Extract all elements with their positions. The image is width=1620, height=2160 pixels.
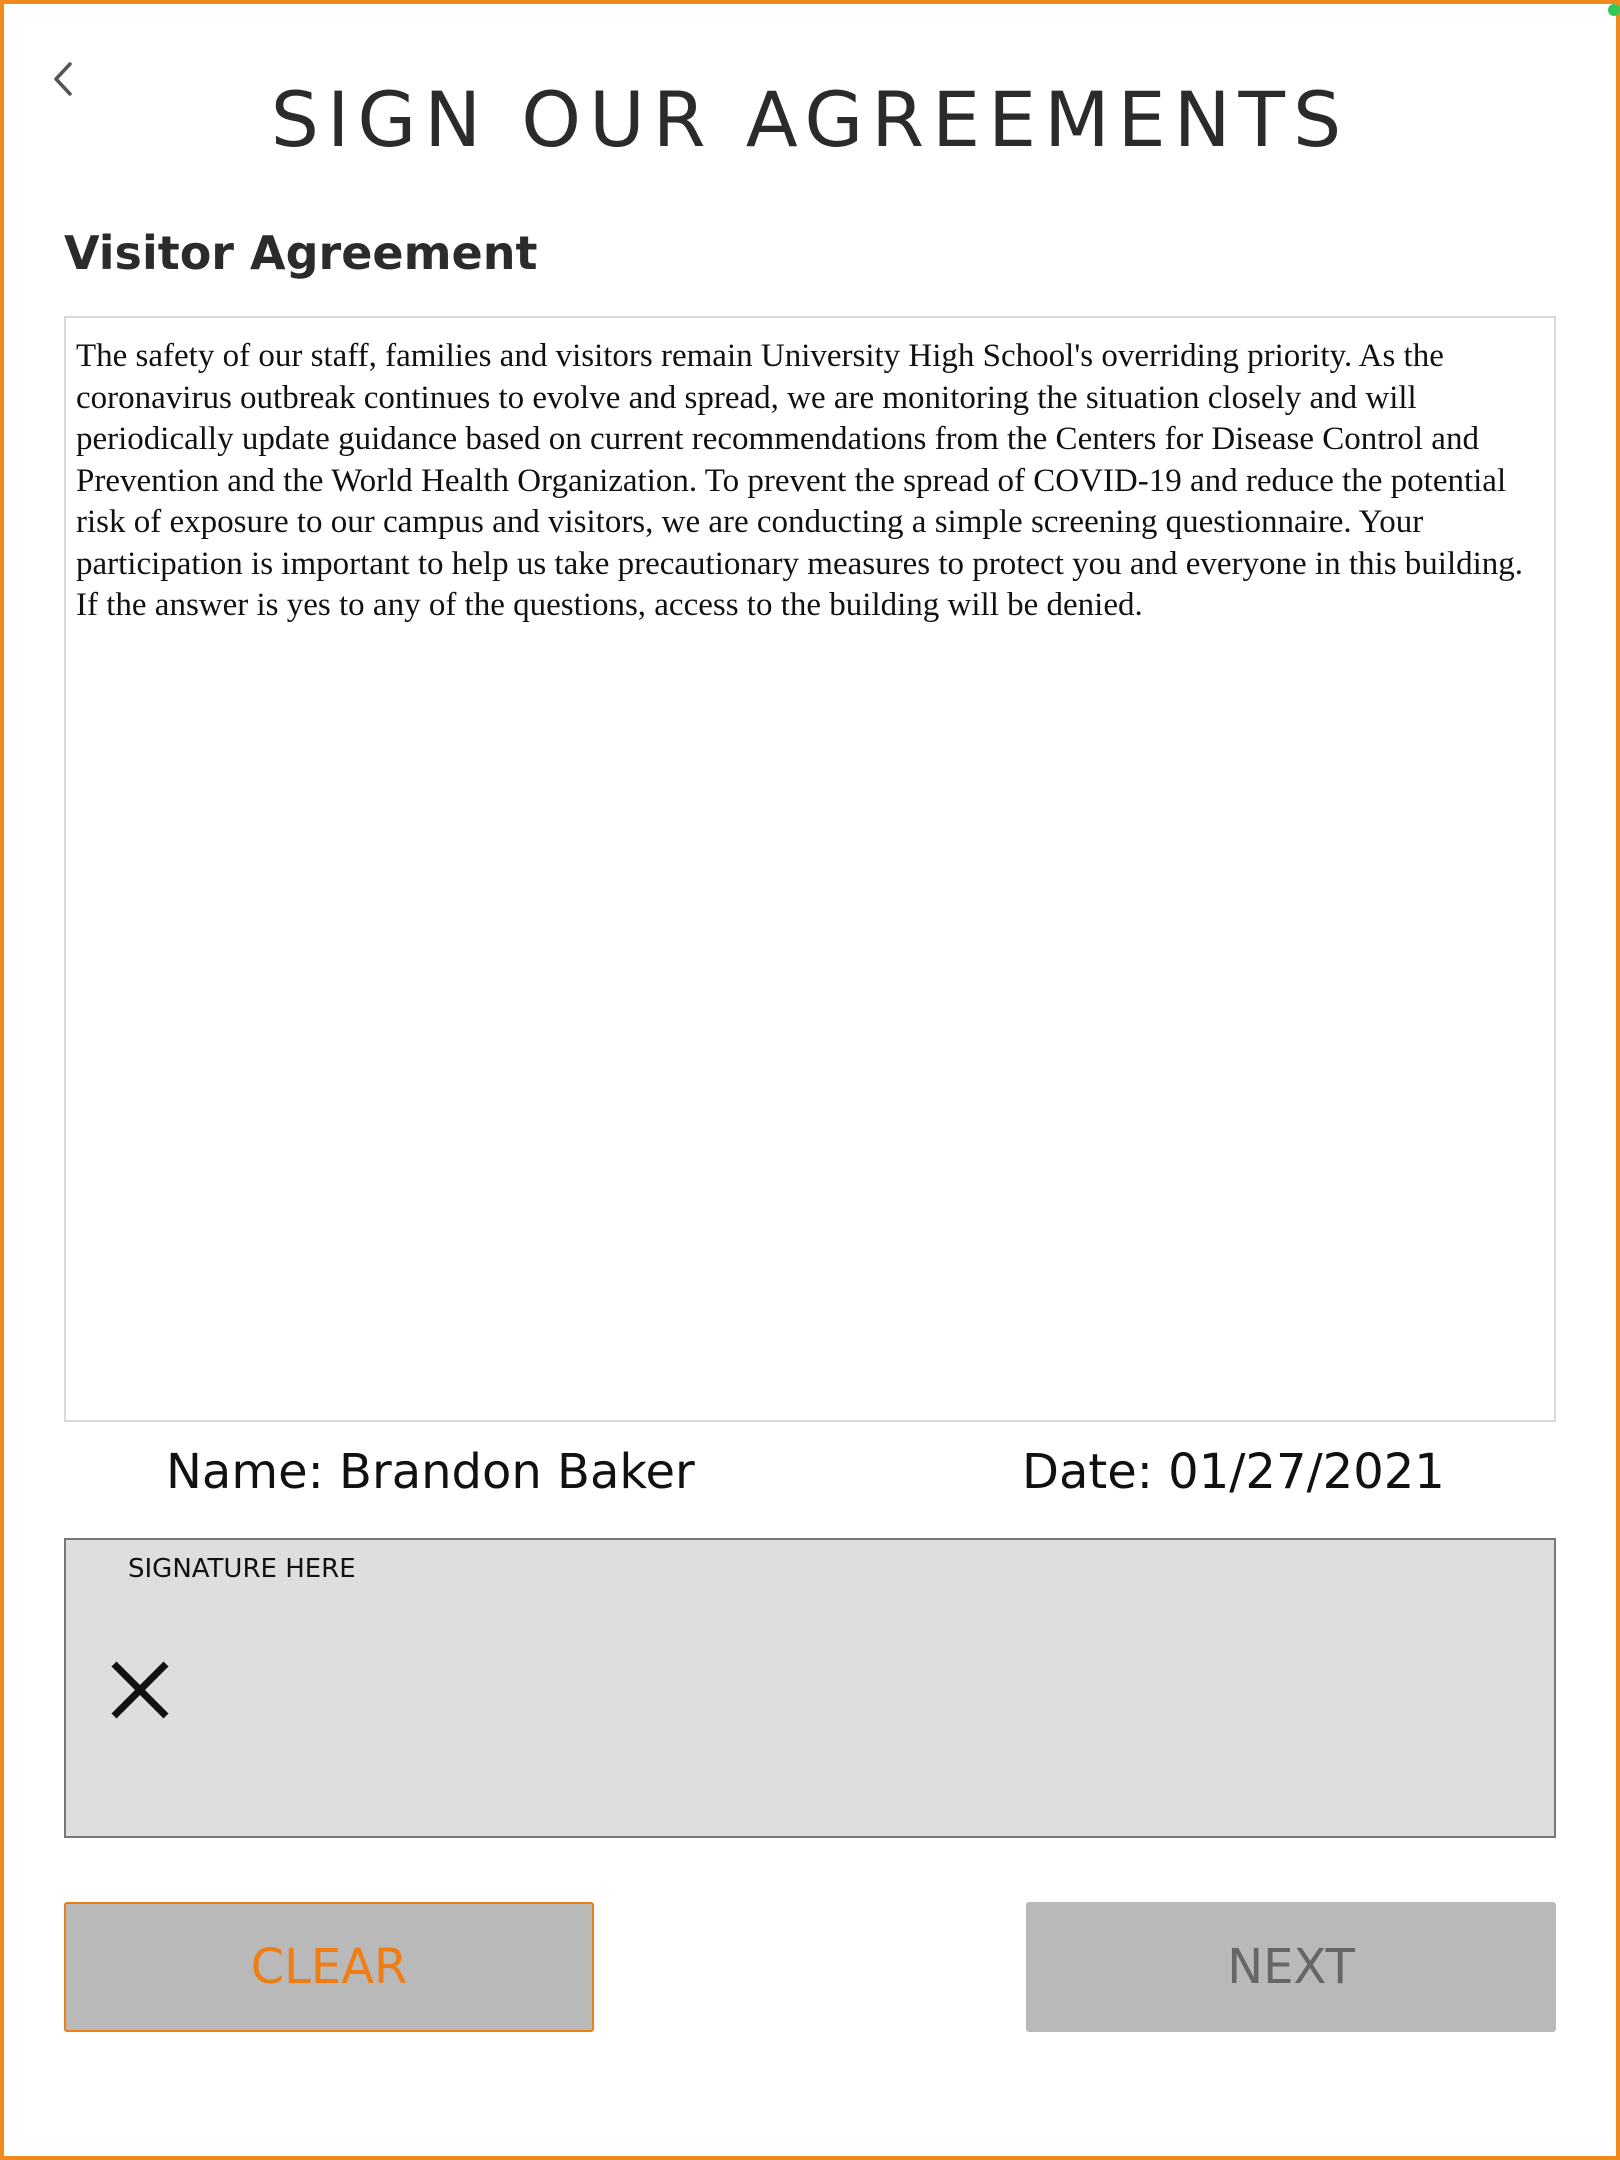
agreement-title: Visitor Agreement (64, 226, 538, 280)
signature-label: SIGNATURE HERE (128, 1554, 356, 1584)
clear-button[interactable]: CLEAR (64, 1902, 594, 2032)
visit-date: Date: 01/27/2021 (1022, 1444, 1445, 1500)
status-indicator-dot (1608, 4, 1620, 16)
x-mark-icon (108, 1658, 172, 1722)
page-title: SIGN OUR AGREEMENTS (270, 75, 1350, 164)
visitor-name: Name: Brandon Baker (166, 1444, 695, 1500)
agreement-text-box[interactable] (64, 316, 1556, 1422)
agreement-text: The safety of our staff, families and visitors remain University High School's overriding priority. As the coronavirus outbreak continues to evolve and spread, we are monitoring the situation closely and will periodically update guidance based on current recommendations from the Centers for Disease Control and Prevention and the World Health Organization. To prevent the spread of COVID-19 and reduce the potential risk of exposure to our campus and visitors, we are conducting a simple screening questionnaire. Your participation is important to help us take precautionary measures to protect you and everyone in this building. If the answer is yes to any of the questions, access to the building will be denied. (76, 338, 1524, 623)
next-button[interactable]: NEXT (1026, 1902, 1556, 2032)
signature-pad[interactable] (64, 1538, 1556, 1838)
